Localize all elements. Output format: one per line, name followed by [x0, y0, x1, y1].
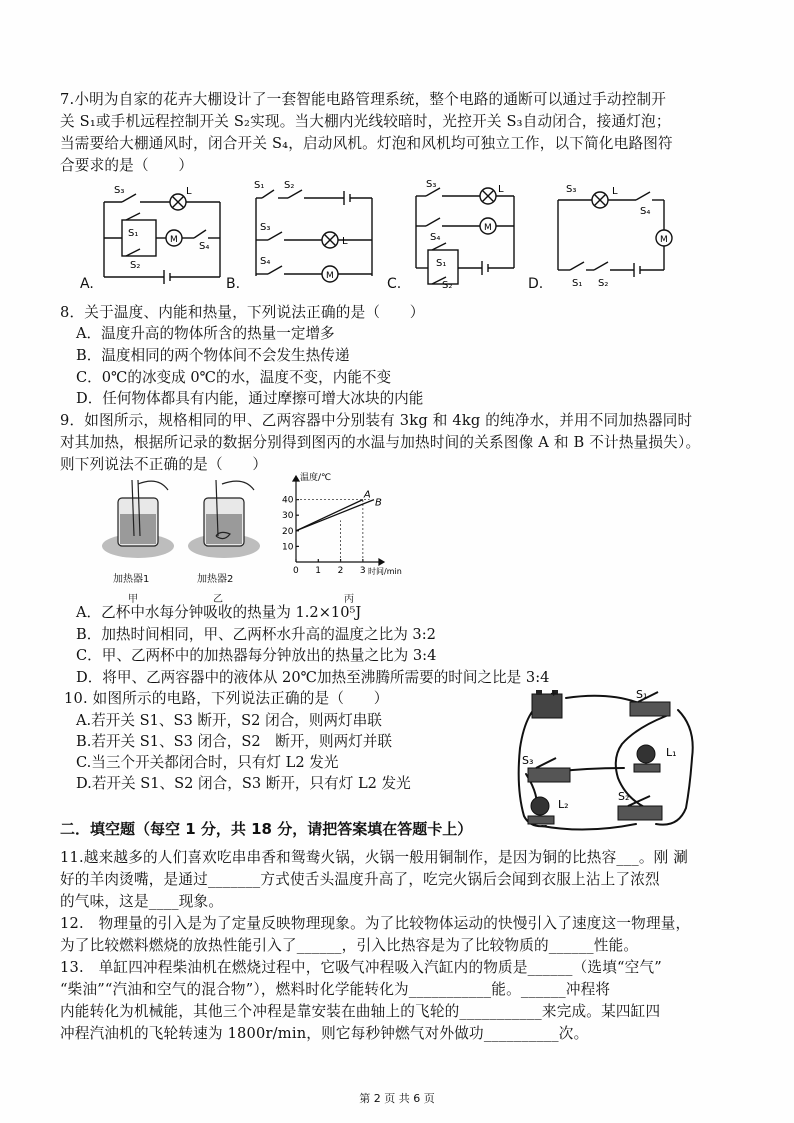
q7b-s3-label: S₃: [260, 222, 271, 233]
heater-beakers-illustration: [98, 476, 278, 566]
y-tick-label-0: 10: [282, 542, 294, 553]
q7b-s4-label: S₄: [260, 256, 271, 267]
q9-option-c: C．甲、乙两杯中的加热器每分钟放出的热量之比为 3:4: [76, 647, 437, 664]
q7-option-d: D.: [528, 276, 544, 292]
y-tick-label-3: 40: [282, 495, 294, 506]
q7c-motor-label: M: [484, 223, 492, 233]
caption-yi: 乙: [213, 594, 223, 605]
page-footer: 第 2 页 共 6 页: [359, 1092, 435, 1105]
q7b-s1-label: S₁: [254, 180, 265, 191]
q7-circuit-a: [96, 180, 226, 285]
x-axis-label: 时间/min: [368, 567, 402, 576]
y-axis-label: 温度/℃: [300, 473, 332, 483]
heater1-label: 加热器1: [113, 574, 150, 585]
q7d-lamp-label: L: [612, 186, 618, 197]
q7a-lamp-label: L: [186, 186, 192, 197]
q9-line1: 9．如图所示，规格相同的甲、乙两容器中分别装有 3kg 和 4kg 的纯净水，并用不同加热器同时: [60, 412, 693, 429]
x-tick-label-0: 0: [293, 566, 299, 576]
x-tick-label-2: 2: [337, 566, 344, 576]
q7-circuit-d: [552, 178, 684, 288]
q10-l1-label: L₁: [666, 746, 677, 759]
q7c-s2-label: S₂: [442, 280, 453, 291]
q7-option-a: A.: [80, 276, 94, 292]
y-axis-arrow: [293, 476, 299, 481]
q7d-s3-label: S₃: [566, 184, 577, 195]
q10-s3-label: S₃: [522, 754, 534, 767]
q9-line2: 对其加热，根据所记录的数据分别得到图丙的水温与加热时间的关系图像 A 和 B 不计热量损失）。: [60, 434, 701, 451]
q7a-s3-label: S₃: [114, 185, 125, 196]
temperature-time-chart: [278, 470, 402, 578]
q10-option-c: C.当三个开关都闭合时，只有灯 L2 发光: [76, 754, 339, 771]
svg-text:+: +: [550, 689, 558, 699]
series-label-B: B: [375, 497, 382, 509]
heater2-label: 加热器2: [197, 574, 234, 585]
q7-circuit-b: [248, 178, 378, 288]
q8-option-c: C．0℃的冰变成 0℃的水，温度不变，内能不变: [76, 369, 392, 386]
x-tick-label-3: 3: [359, 566, 366, 576]
q10-option-b: B.若开关 S1、S3 闭合，S2 断开，则两灯并联: [76, 733, 392, 750]
q7a-motor-label: M: [170, 235, 178, 245]
q7d-s1-label: S₁: [572, 278, 583, 289]
section2-title: 二．填空题（每空 1 分，共 18 分，请把答案填在答题卡上）: [60, 820, 473, 838]
q7c-s4-label: S₄: [430, 232, 441, 243]
q10-circuit-figure: [506, 688, 706, 836]
q7a-s1-label: S₁: [128, 228, 139, 239]
q12-line2: 为了比较燃料燃烧的放热性能引入了______，引入比热容是为了比较物质的______性能。: [60, 937, 639, 954]
q10-stem: 10. 如图所示的电路，下列说法正确的是（ ）: [64, 690, 389, 707]
caption-bing: 丙: [344, 594, 354, 605]
q7d-motor-label: M: [660, 235, 668, 245]
q10-option-d: D.若开关 S1、S2 闭合，S3 断开，只有灯 L2 发光: [76, 775, 411, 792]
series-label-A: A: [363, 489, 371, 501]
q7-line4: 合要求的是（ ）: [60, 157, 194, 174]
q8-option-b: B．温度相同的两个物体间不会发生热传递: [76, 347, 350, 364]
q11-line3: 的气味，这是____现象。: [60, 893, 224, 910]
q7b-motor-label: M: [326, 271, 334, 281]
q13-line4: 冲程汽油机的飞轮转速为 1800r/min，则它每秒钟燃气对外做功__________次。: [60, 1025, 589, 1042]
q11-line1: 11.越来越多的人们喜欢吃串串香和鸳鸯火锅，火锅一般用铜制作，是因为铜的比热容___。刚 涮: [60, 849, 689, 866]
q7c-s3-label: S₃: [426, 179, 437, 190]
caption-jia: 甲: [128, 594, 138, 605]
q7-line2: 关 S₁或手机远程控制开关 S₂实现。当大棚内光线较暗时，光控开关 S₃自动闭合，接通灯泡；: [60, 113, 671, 130]
q11-line2: 好的羊肉烫嘴，是通过_______方式使舌头温度升高了，吃完火锅后会闻到衣服上沾上了浓烈: [60, 871, 660, 888]
q13-line2: “柴油”“汽油和空气的混合物”），燃料时化学能转化为___________能。______冲程将: [60, 981, 611, 998]
q7-option-b: B.: [226, 276, 241, 292]
x-axis-arrow: [379, 559, 384, 565]
q9-option-b: B．加热时间相同，甲、乙两杯水升高的温度之比为 3:2: [76, 626, 436, 643]
q10-option-a: A.若开关 S1、S3 断开，S2 闭合，则两灯串联: [76, 712, 382, 729]
q7-line3: 当需要给大棚通风时，闭合开关 S₄，启动风机。灯泡和风机均可独立工作，以下简化电路图符: [60, 135, 673, 152]
q12-line1: 12. 物理量的引入是为了定量反映物理现象。为了比较物体运动的快慢引入了速度这一物理量，: [60, 915, 691, 932]
y-tick-label-1: 20: [282, 526, 294, 537]
q9-option-d: D．将甲、乙两容器中的液体从 20℃加热至沸腾所需要的时间之比是 3:4: [76, 669, 550, 686]
q7d-s4-label: S₄: [640, 206, 651, 217]
q9-option-a: A．乙杯中水每分钟吸收的热量为 1.2×10⁵J: [76, 604, 362, 621]
q8-option-d: D．任何物体都具有内能，通过摩擦可增大冰块的内能: [76, 390, 424, 407]
q10-s1-label: S₁: [636, 688, 648, 701]
series-line-B: [296, 500, 374, 531]
q7-line1: 7.小明为自家的花卉大棚设计了一套智能电路管理系统，整个电路的通断可以通过手动控制开: [60, 91, 667, 108]
q7c-s1-label: S₁: [436, 258, 447, 269]
q7-circuit-c: [410, 178, 522, 291]
q7-option-c: C.: [387, 276, 402, 292]
q10-l2-label: L₂: [558, 798, 569, 811]
q7a-s2-label: S₂: [130, 260, 141, 271]
q8-option-a: A．温度升高的物体所含的热量一定增多: [76, 325, 335, 342]
q9-line3: 则下列说法不正确的是（ ）: [60, 456, 268, 473]
y-tick-label-2: 30: [282, 511, 294, 522]
q8-stem: 8．关于温度、内能和热量，下列说法正确的是（ ）: [60, 304, 425, 321]
q7d-s2-label: S₂: [598, 278, 609, 289]
q10-s2-label: S₂: [618, 790, 630, 803]
q7a-s4-label: S₄: [199, 241, 210, 252]
q7b-s2-label: S₂: [284, 180, 295, 191]
q13-line3: 内能转化为机械能，其他三个冲程是靠安装在曲轴上的飞轮的___________来完成。某四缸四: [60, 1003, 661, 1020]
q13-line1: 13. 单缸四冲程柴油机在燃烧过程中，它吸气冲程吸入汽缸内的物质是______（选填“空气”: [60, 959, 662, 976]
q7c-lamp-label: L: [498, 184, 504, 195]
x-tick-label-1: 1: [315, 566, 322, 576]
q7b-lamp-label: L: [342, 236, 348, 247]
